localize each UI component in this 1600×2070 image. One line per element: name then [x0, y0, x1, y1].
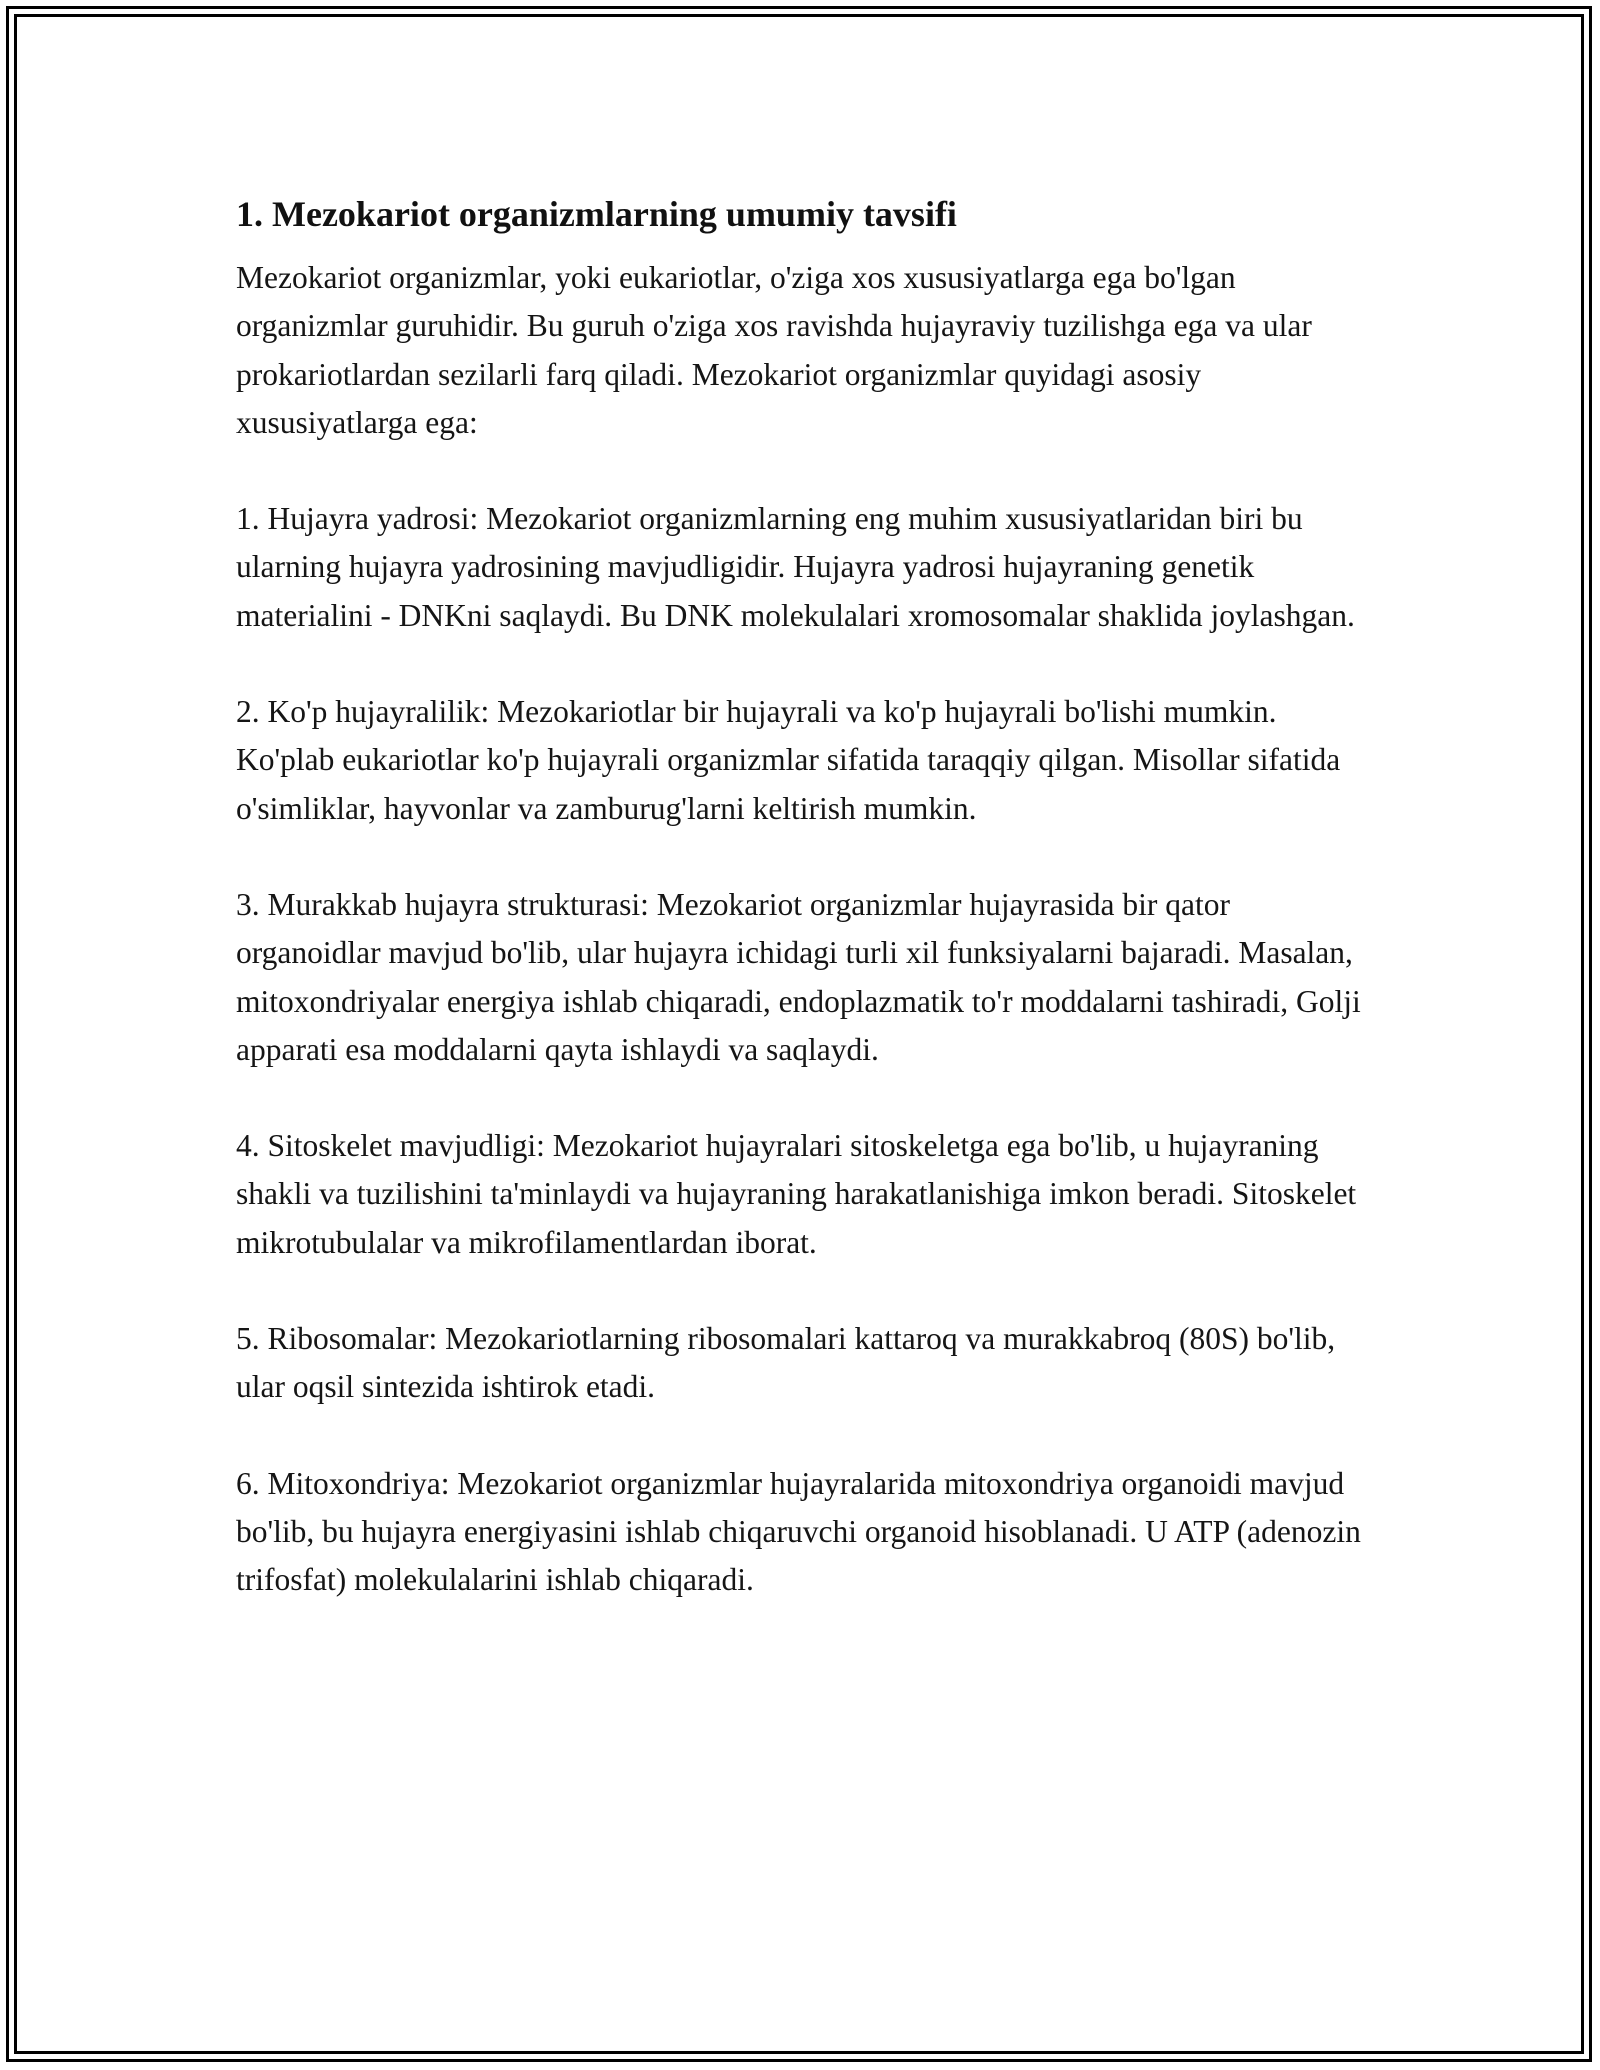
document-body [236, 188, 1376, 1605]
intro-paragraph: Mezokariot organizmlar, yoki eukariotlar, o'ziga xos xususiyatlarga ega bo'lgan organizmlar guruhidir. Bu guruh o'ziga xos ravishda hujayraviy tuzilishga ega va ular prokariotlardan sezilarli farq qiladi. Mezokariot organizmlar quyidagi asosiy xususiyatlarga ega: [236, 260, 1312, 440]
document-title: 1. Mezokariot organizmlarning umumiy tavsifi [236, 194, 957, 234]
paragraph-cell-nucleus: 1. Hujayra yadrosi: Mezokariot organizmlarning eng muhim xususiyatlaridan biri bu ularning hujayra yadrosining mavjudligidir. Hujayra yadrosi hujayraning genetik materialini - DNKni saqlaydi. Bu DNK molekulalari xromosomalar shaklida joylashgan. [236, 501, 1355, 633]
paragraph-ribosomes: 5. Ribosomalar: Mezokariotlarning ribosomalari kattaroq va murakkabroq (80S) bo'lib, ular oqsil sintezida ishtirok etadi. [236, 1321, 1336, 1405]
paragraph-mitochondria: 6. Mitoxondriya: Mezokariot organizmlar hujayralarida mitoxondriya organoidi mavjud bo'lib, bu hujayra energiyasini ishlab chiqaruvchi organoid hisoblanadi. U ATP (adenozin trifosfat) molekulalarini ishlab chiqaradi. [236, 1465, 1361, 1598]
paragraph-multicellularity: 2. Ko'p hujayralilik: Mezokariotlar bir hujayrali va ko'p hujayrali bo'lishi mumkin. Ko'plab eukariotlar ko'p hujayrali organizmlar sifatida taraqqiy qilgan. Misollar sifatida o'simliklar, hayvonlar va zamburug'larni keltirish mumkin. [236, 694, 1341, 826]
paragraph-cell-structure: 3. Murakkab hujayra strukturasi: Mezokariot organizmlar hujayrasida bir qator organoidlar mavjud bo'lib, ular hujayra ichidagi turli xil funksiyalarni bajaradi. Masalan, mitoxondriyalar energiya ishlab chiqaradi, endoplazmatik to'r moddalarni tashiradi, Golji apparati esa moddalarni qayta ishlaydi va saqlaydi. [236, 886, 1361, 1067]
paragraph-cytoskeleton: 4. Sitoskelet mavjudligi: Mezokariot hujayralari sitoskeletga ega bo'lib, u hujayraning shakli va tuzilishini ta'minlaydi va hujayraning harakatlanishiga imkon beradi. Sitoskelet mikrotubulalar va mikrofilamentlardan iborat. [236, 1128, 1357, 1260]
